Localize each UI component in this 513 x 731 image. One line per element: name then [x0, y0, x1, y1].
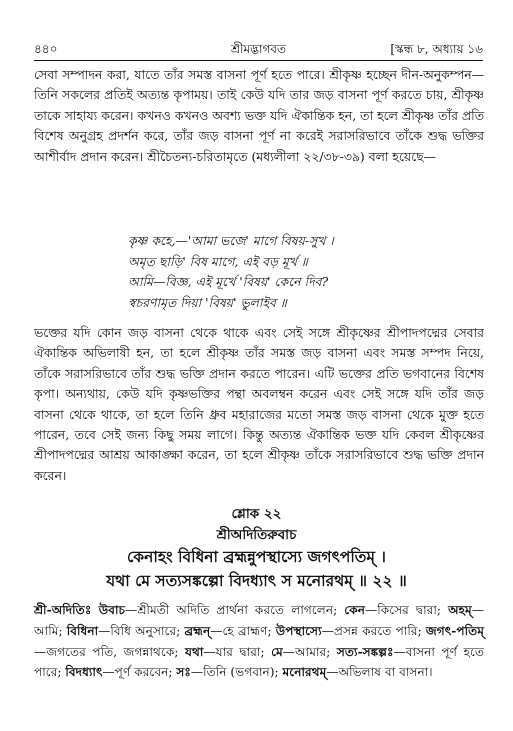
gloss-term: জগৎ-পতিম্	[425, 623, 485, 638]
verse-line: আমি—বিজ্ঞ, এই মূর্খে 'বিষয়' কেনে দিব?	[128, 274, 329, 290]
sloka-speaker: শ্রীঅদিতিরুবাচ	[216, 527, 297, 543]
verse-line: স্বচরণামৃত দিয়া 'বিষয়' ভুলাইব ॥	[128, 294, 287, 310]
gloss-term: সঃ	[176, 665, 191, 680]
gloss-meaning: শ্রীমতী অদিতি প্রার্থনা করতে লাগলেন;	[137, 603, 338, 617]
gloss-term: মনোরথম্	[282, 665, 327, 680]
gloss-meaning: আমি;	[34, 623, 63, 638]
gloss-meaning: পূর্ণ করবেন;	[114, 665, 173, 680]
sanskrit-line-1: কেনাহং বিধিনা ব্রহ্মন্নুপস্থাস্যে জগৎপতিম্ ।	[127, 547, 386, 566]
page-number: ৪৪০	[34, 42, 58, 56]
gloss-meaning: অভিলাষ বা বাসনা।	[338, 665, 433, 680]
word-meanings: শ্রী-অদিতিঃ উবাচ—শ্রীমতী অদিতি প্রার্থনা করতে লাগলেন; কেন—কিসের দ্বারা; অহম্—আমি; বিধিনা—বিধি অনুসারে; ব্রহ্মন্—হে ব্রাহ্মণ; উপস্থাস্যে—প্রসন্ন করতে পারি; জগৎ-পতিম্—জগতের পতি, জগন্নাথকে; যথা—যার দ্বারা; মে—আমার; সত্য-সঙ্কল্পঃ—বাসনা পূর্ণ হতে পারে; বিদধ্যাৎ—পূর্ণ করবেন; সঃ—তিনি (ভগবান); মনোরথম্—অভিলাষ বা বাসনা।	[34, 603, 485, 680]
gloss-term: সত্য-সঙ্কল্পঃ	[336, 644, 394, 659]
gloss-term: কেন	[344, 603, 366, 617]
gloss-term: যথা	[185, 644, 204, 659]
book-title: শ্রীমদ্ভাগবত	[230, 42, 286, 56]
gloss-meaning: আমার;	[294, 644, 331, 659]
gloss-meaning: বাসনা পূর্ণ হতে পারে;	[34, 644, 485, 680]
purport-paragraph-2: ভক্তের যদি কোন জড় বাসনা থেকে থাকে এবং সেই সঙ্গে শ্রীকৃষ্ণের শ্রীপাদপদ্মের সেবার ঐকান্তিক অভিলাষী হন, তা হলে শ্রীকৃষ্ণ তাঁর সমস্ত জড় বাসনা এবং সমস্ত সম্পদ নিয়ে, তাঁকে সরাসরিভাবে তাঁর শুদ্ধ ভক্তি প্রদান করতে পারেন। এটি ভক্তের প্রতি ভগবানের বিশেষ কৃপা। অন্যথায়, কেউ যদি কৃষ্ণভক্তির পন্থা অবলম্বন করেন এবং সেই সঙ্গে যদি তাঁর জড় বাসনা থেকে থাকে, তা হলে তিনি ধ্রুব মহারাজের মতো সমস্ত জড় বাসনা থেকে মুক্ত হতে পারেন, তবে সেই জন্য কিছু সময় লাগে। কিন্তু অত্যন্ত ঐকান্তিক ভক্ত যদি কেবল শ্রীকৃষ্ণের শ্রীপাদপদ্মের আশ্রয় আকাঙ্ক্ষা করেন, তা হলে শ্রীকৃষ্ণ তাঁকে সরাসরিভাবে শুদ্ধ ভক্তি প্রদান করেন।	[34, 325, 484, 483]
sloka-heading: শ্লোক ২২	[231, 506, 282, 522]
gloss-term: মে	[271, 644, 283, 659]
verse-line: অমৃত ছাড়ি' বিষ মাগে, এই বড় মূর্খ ॥	[128, 253, 308, 269]
gloss-meaning: হে ব্রাহ্মণ;	[222, 623, 272, 638]
gloss-term: উপস্থাস্যে	[275, 623, 322, 638]
gloss-meaning: তিনি (ভগবান);	[203, 665, 279, 680]
verse-line: কৃষ্ণ কহে,—'আমা ভজে' মাগে বিষয়-সুখ ।	[128, 233, 334, 248]
gloss-term: অহম্	[448, 603, 472, 617]
gloss-term: বিদধ্যাৎ	[65, 665, 103, 680]
gloss-term: শ্রী-অদিতিঃ উবাচ	[34, 603, 126, 617]
header-rule	[34, 60, 483, 61]
chapter-reference: [স্কন্ধ ৮, অধ্যায় ১৬	[390, 42, 483, 56]
gloss-meaning: জগতের পতি, জগন্নাথকে;	[46, 644, 179, 659]
gloss-term: ব্রহ্মন্	[184, 623, 211, 638]
gloss-meaning: যার দ্বারা;	[215, 644, 265, 659]
gloss-term: বিধিনা	[66, 623, 99, 638]
gloss-meaning: প্রসন্ন করতে পারি;	[333, 623, 422, 638]
purport-paragraph-1: সেবা সম্পাদন করা, যাতে তাঁর সমস্ত বাসনা পূর্ণ হতে পারে। শ্রীকৃষ্ণ হচ্ছেন দীন-অনুকম্পন—তিনি সকলের প্রতিই অত্যন্ত কৃপাময়। তাই কেউ যদি তার জড় বাসনা পূর্ণ করতে চায়, শ্রীকৃষ্ণ তাকে সাহায্য করেন। কখনও কখনও অবশ্য ভক্ত যদি ঐকান্তিক হন, তা হলে শ্রীকৃষ্ণ তাঁর প্রতি বিশেষ অনুগ্রহ প্রদর্শন করে, তাঁর জড় বাসনা পূর্ণ না করেই সরাসরিভাবে তাঁকে শুদ্ধ ভক্তির আশীর্বাদ প্রদান করেন। শ্রীচৈতন্য-চরিতামৃতে (মধ্যলীলা ২২/৩৮-৩৯) বলা হয়েছে—	[34, 67, 484, 164]
quoted-verse	[128, 231, 468, 313]
gloss-meaning: বিধি অনুসারে;	[110, 623, 181, 638]
sanskrit-line-2: যথা মে সত্যসঙ্কল্পো বিদধ্যাৎ স মনোরথম্ ॥ ২২ ॥	[106, 571, 407, 590]
gloss-meaning: কিসের দ্বারা;	[377, 603, 442, 617]
page-header	[34, 40, 483, 58]
